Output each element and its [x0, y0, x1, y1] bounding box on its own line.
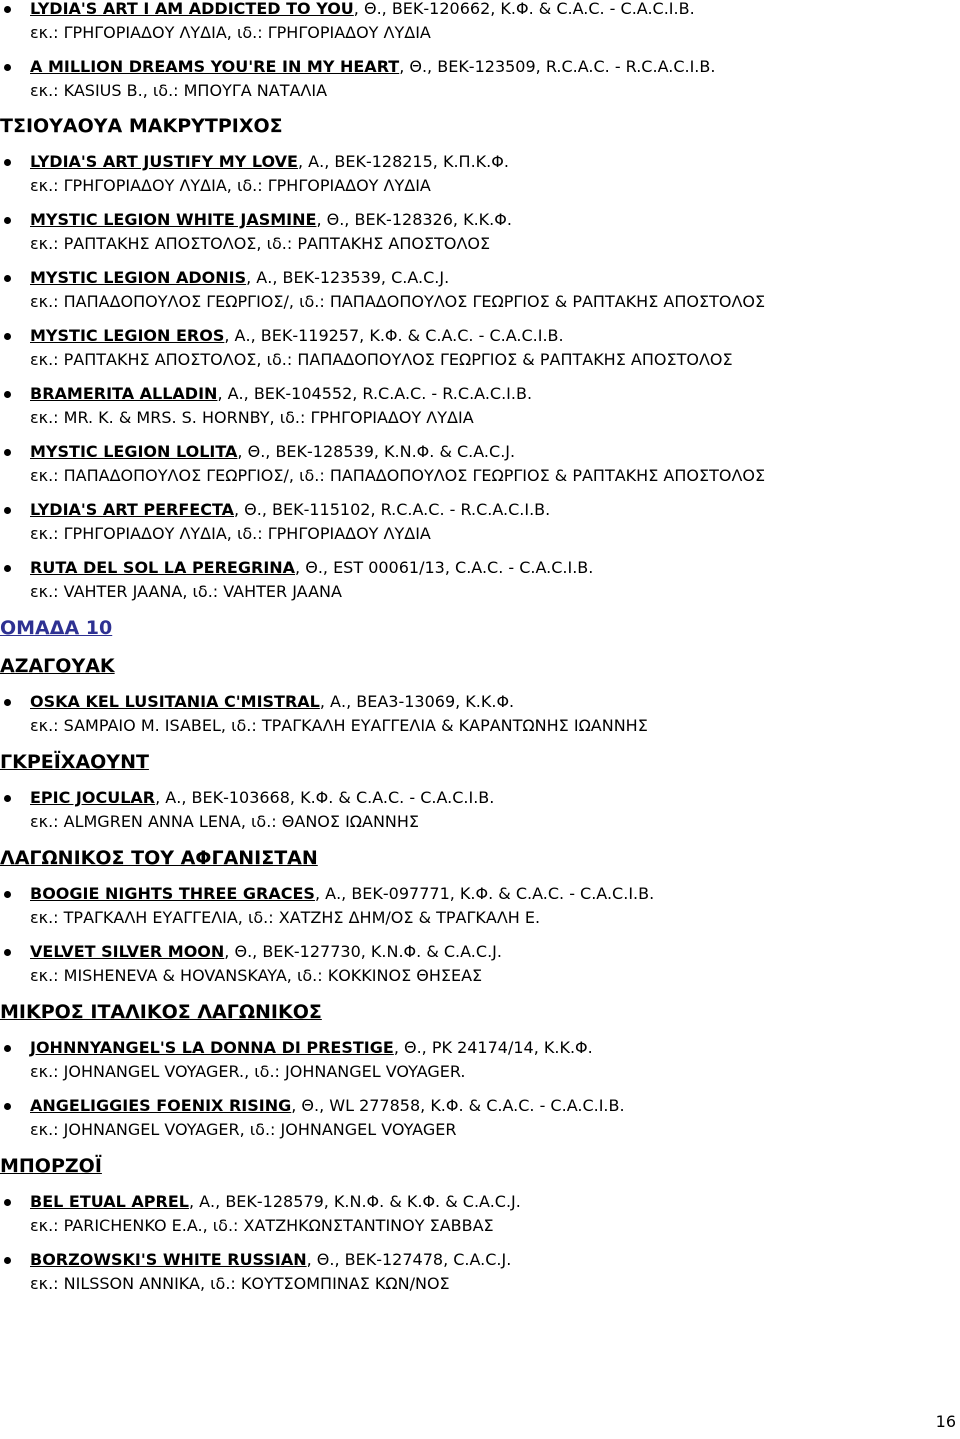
dog-details: , Θ., ΒΕΚ-128539, Κ.Ν.Φ. & C.A.C.J. [237, 442, 516, 461]
dog-details: , Α., ΒΕΚ-123539, C.A.C.J. [246, 268, 450, 287]
dog-name[interactable]: ANGELIGGIES FOENIX RISING [30, 1096, 292, 1115]
dog-details: , Α., ΒΕΚ-128579, Κ.Ν.Φ. & Κ.Φ. & C.A.C.J. [188, 1192, 521, 1211]
owners-line: εκ.: ΓΡΗΓΟΡΙΑΔΟΥ ΛΥΔΙΑ, ιδ.: ΓΡΗΓΟΡΙΑΔΟΥ ΛΥΔΙΑ [30, 524, 431, 543]
breed-heading: ΜΠΟΡΖΟΪ [0, 1155, 102, 1177]
dog-name[interactable]: MYSTIC LEGION EROS [30, 326, 225, 345]
dog-entry [0, 150, 960, 198]
dog-name[interactable]: BOOGIE NIGHTS THREE GRACES [30, 884, 315, 903]
owners-line: εκ.: VAHTER JAANA, ιδ.: VAHTER JAANA [30, 582, 342, 601]
dog-name[interactable]: OSKA KEL LUSITANIA C'MISTRAL [30, 692, 320, 711]
owners-line: εκ.: ΡΑΠΤΑΚΗΣ ΑΠΟΣΤΟΛΟΣ, ιδ.: ΡΑΠΤΑΚΗΣ ΑΠΟΣΤΟΛΟΣ [30, 234, 491, 253]
dog-details: , Θ., PK 24174/14, Κ.Κ.Φ. [393, 1038, 593, 1057]
dog-name[interactable]: MYSTIC LEGION ADONIS [30, 268, 247, 287]
owners-line: εκ.: KASIUS B., ιδ.: ΜΠΟΥΓΑ ΝΑΤΑΛΙΑ [30, 81, 328, 100]
dog-entry [0, 1248, 960, 1296]
bullet-icon [4, 565, 11, 572]
owners-line: εκ.: MISHENEVA & HOVANSKAYA, ιδ.: ΚΟΚΚΙΝΟΣ ΘΗΣΕΑΣ [30, 966, 483, 985]
owners-line: εκ.: NILSSON ANNIKA, ιδ.: ΚΟΥΤΣΟΜΠΙΝΑΣ ΚΩΝ/ΝΟΣ [30, 1274, 450, 1293]
bullet-icon [4, 217, 11, 224]
owners-line: εκ.: PARICHENKO E.A., ιδ.: ΧΑΤΖΗΚΩΝΣΤΑΝΤΙΝΟΥ ΣΑΒΒΑΣ [30, 1216, 494, 1235]
dog-entry [0, 882, 960, 930]
bullet-icon [4, 1257, 11, 1264]
dog-name[interactable]: LYDIA'S ART I AM ADDICTED TO YOU [30, 0, 354, 18]
bullet-icon [4, 391, 11, 398]
dog-entry [0, 556, 960, 604]
breed-heading: ΜΙΚΡΟΣ ΙΤΑΛΙΚΟΣ ΛΑΓΩΝΙΚΟΣ [0, 1001, 322, 1023]
breed-heading: ΛΑΓΩΝΙΚΟΣ ΤΟΥ ΑΦΓΑΝΙΣΤΑΝ [0, 847, 318, 869]
dog-details: , Α., ΒΕΚ-119257, Κ.Φ. & C.A.C. - C.A.C.I.B. [224, 326, 564, 345]
owners-line: εκ.: ΓΡΗΓΟΡΙΑΔΟΥ ΛΥΔΙΑ, ιδ.: ΓΡΗΓΟΡΙΑΔΟΥ ΛΥΔΙΑ [30, 176, 431, 195]
dog-details: , Θ., WL 277858, Κ.Φ. & C.A.C. - C.A.C.I.B. [291, 1096, 625, 1115]
dog-details: , Α., ΒΕΚ-103668, Κ.Φ. & C.A.C. - C.A.C.I.B. [155, 788, 495, 807]
bullet-icon [4, 891, 11, 898]
dog-entry [0, 0, 960, 45]
dog-details: , Θ., ΒΕΚ-128326, Κ.Κ.Φ. [316, 210, 512, 229]
owners-line: εκ.: ΡΑΠΤΑΚΗΣ ΑΠΟΣΤΟΛΟΣ, ιδ.: ΠΑΠΑΔΟΠΟΥΛΟΣ ΓΕΩΡΓΙΟΣ & ΡΑΠΤΑΚΗΣ ΑΠΟΣΤΟΛΟΣ [30, 350, 733, 369]
page-number: 16 [935, 1412, 956, 1431]
dog-entry [0, 55, 960, 103]
dog-name[interactable]: VELVET SILVER MOON [30, 942, 225, 961]
bullet-icon [4, 1103, 11, 1110]
bullet-icon [4, 449, 11, 456]
breed-heading: ΓΚΡΕΪΧΑΟΥΝΤ [0, 751, 149, 773]
bullet-icon [4, 507, 11, 514]
bullet-icon [4, 333, 11, 340]
dog-name[interactable]: JOHNNYANGEL'S LA DONNA DI PRESTIGE [30, 1038, 394, 1057]
dog-entry [0, 1094, 960, 1142]
owners-line: εκ.: SAMPAIO M. ISABEL, ιδ.: ΤΡΑΓΚΑΛΗ ΕΥΑΓΓΕΛΙΑ & ΚΑΡΑΝΤΩΝΗΣ ΙΩΑΝΝΗΣ [30, 716, 648, 735]
owners-line: εκ.: ΓΡΗΓΟΡΙΑΔΟΥ ΛΥΔΙΑ, ιδ.: ΓΡΗΓΟΡΙΑΔΟΥ ΛΥΔΙΑ [30, 23, 431, 42]
dog-details: , Α., ΒΕΚ-097771, Κ.Φ. & C.A.C. - C.A.C.I.B. [314, 884, 655, 903]
owners-line: εκ.: ΠΑΠΑΔΟΠΟΥΛΟΣ ΓΕΩΡΓΙΟΣ/, ιδ.: ΠΑΠΑΔΟΠΟΥΛΟΣ ΓΕΩΡΓΙΟΣ & ΡΑΠΤΑΚΗΣ ΑΠΟΣΤΟΛΟΣ [30, 292, 766, 311]
owners-line: εκ.: ΤΡΑΓΚΑΛΗ ΕΥΑΓΓΕΛΙΑ, ιδ.: ΧΑΤΖΗΣ ΔΗΜ/ΟΣ & ΤΡΑΓΚΑΛΗ Ε. [30, 908, 541, 927]
owners-line: εκ.: ALMGREN ANNA LENA, ιδ.: ΘΑΝΟΣ ΙΩΑΝΝΗΣ [30, 812, 420, 831]
dog-details: , Θ., ΒΕΚ-115102, R.C.A.C. - R.C.A.C.I.B. [234, 500, 551, 519]
dog-entry [0, 1190, 960, 1238]
dog-entry [0, 786, 960, 834]
dog-entry [0, 266, 960, 314]
dog-name[interactable]: LYDIA'S ART PERFECTA [30, 500, 234, 519]
dog-details: , Θ., ΒΕΚ-127478, C.A.C.J. [306, 1250, 512, 1269]
bullet-icon [4, 795, 11, 802]
dog-entry [0, 940, 960, 988]
owners-line: εκ.: JOHNANGEL VOYAGER, ιδ.: JOHNANGEL VOYAGER [30, 1120, 457, 1139]
dog-name[interactable]: BEL ETUAL APREL [30, 1192, 189, 1211]
dog-name[interactable]: RUTA DEL SOL LA PEREGRINA [30, 558, 296, 577]
dog-name[interactable]: MYSTIC LEGION WHITE JASMINE [30, 210, 317, 229]
dog-name[interactable]: BRAMERITA ALLADIN [30, 384, 218, 403]
dog-name[interactable]: LYDIA'S ART JUSTIFY MY LOVE [30, 152, 298, 171]
dog-entry [0, 440, 960, 488]
bullet-icon [4, 1045, 11, 1052]
dog-details: , Θ., ΒΕΚ-123509, R.C.A.C. - R.C.A.C.I.B. [399, 57, 716, 76]
dog-entry [0, 690, 960, 738]
bullet-icon [4, 6, 11, 13]
bullet-icon [4, 1199, 11, 1206]
dog-entry [0, 498, 960, 546]
dog-details: , Θ., ΒΕΚ-127730, Κ.Ν.Φ. & C.A.C.J. [224, 942, 502, 961]
group-heading: ΟΜΑΔΑ 10 [0, 617, 113, 639]
breed-heading: ΤΣΙΟΥΑΟΥΑ ΜΑΚΡΥΤΡΙΧΟΣ [0, 115, 283, 137]
bullet-icon [4, 949, 11, 956]
bullet-icon [4, 275, 11, 282]
dog-entry [0, 324, 960, 372]
dog-details: , Θ., ΒΕΚ-120662, Κ.Φ. & C.A.C. - C.A.C.I.B. [353, 0, 695, 18]
dog-name[interactable]: EPIC JOCULAR [30, 788, 156, 807]
dog-entry [0, 382, 960, 430]
owners-line: εκ.: JOHNANGEL VOYAGER., ιδ.: JOHNANGEL VOYAGER. [30, 1062, 466, 1081]
dog-name[interactable]: MYSTIC LEGION LOLITA [30, 442, 238, 461]
dog-name[interactable]: A MILLION DREAMS YOU'RE IN MY HEART [30, 57, 400, 76]
owners-line: εκ.: ΠΑΠΑΔΟΠΟΥΛΟΣ ΓΕΩΡΓΙΟΣ/, ιδ.: ΠΑΠΑΔΟΠΟΥΛΟΣ ΓΕΩΡΓΙΟΣ & ΡΑΠΤΑΚΗΣ ΑΠΟΣΤΟΛΟΣ [30, 466, 766, 485]
breed-heading: ΑΖΑΓΟΥΑΚ [0, 655, 115, 677]
dog-entry [0, 208, 960, 256]
dog-name[interactable]: BORZOWSKI'S WHITE RUSSIAN [30, 1250, 307, 1269]
dog-details: , Α., ΒΕΑ3-13069, Κ.Κ.Φ. [319, 692, 515, 711]
dog-details: , Α., ΒΕΚ-104552, R.C.A.C. - R.C.A.C.I.B. [217, 384, 533, 403]
bullet-icon [4, 64, 11, 71]
dog-details: , Θ., EST 00061/13, C.A.C. - C.A.C.I.B. [295, 558, 594, 577]
dog-entry [0, 1036, 960, 1084]
dog-details: , Α., ΒΕΚ-128215, Κ.Π.Κ.Φ. [297, 152, 509, 171]
bullet-icon [4, 159, 11, 166]
bullet-icon [4, 699, 11, 706]
owners-line: εκ.: MR. K. & MRS. S. HORNBY, ιδ.: ΓΡΗΓΟΡΙΑΔΟΥ ΛΥΔΙΑ [30, 408, 474, 427]
